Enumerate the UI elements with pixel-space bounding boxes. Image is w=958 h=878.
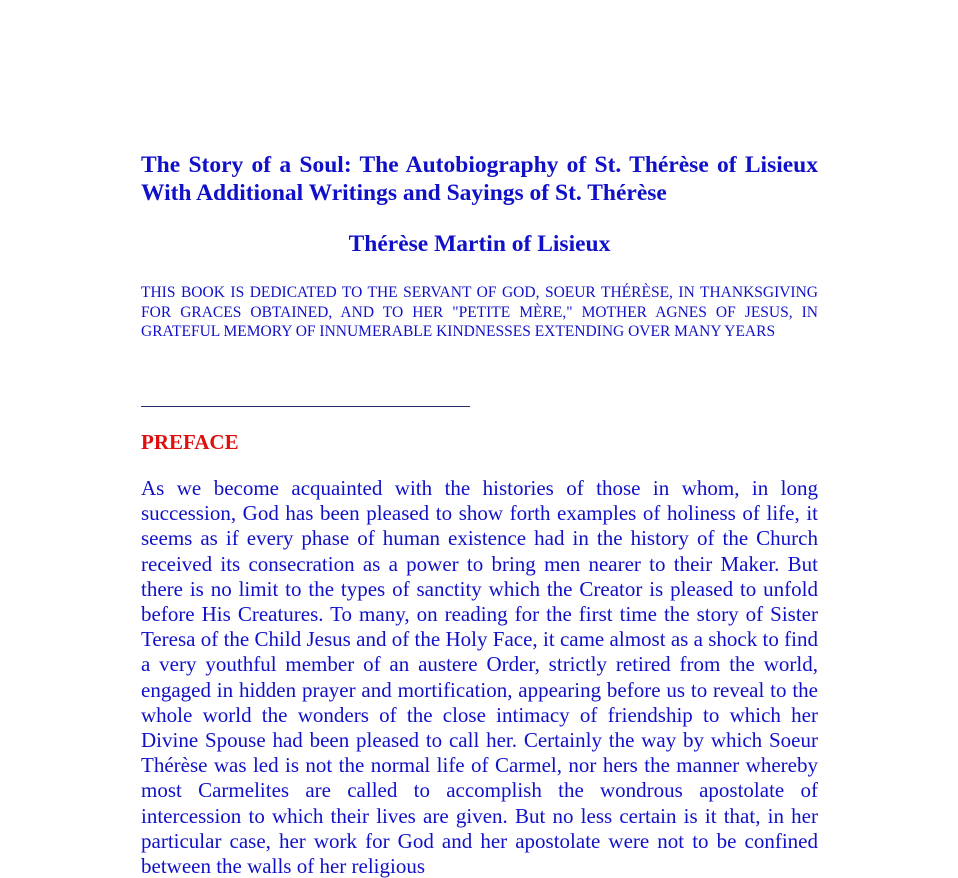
dedication-text: THIS BOOK IS DEDICATED TO THE SERVANT OF GOD, SOEUR THÉRÈSE, IN THANKSGIVING FOR GRACES OBTAINED, AND TO HER "PETITE MÈRE," MOTHER AGNES OF JESUS, IN GRATEFUL MEMORY OF INNUMERABLE KINDNESSES EXTENDING OVER MANY YEARS <box>141 284 818 340</box>
section-heading-preface: PREFACE <box>141 430 239 454</box>
preface-paragraph: As we become acquainted with the histories of those in whom, in long succession, God has been pleased to show forth examples of holiness of life, it seems as if every phase of human existence had in the history of the Church received its consecration as a power to bring men nearer to their Maker. But there is no limit to the types of sanctity which the Creator is pleased to unfold before His Creatures. To many, on reading for the first time the story of Sister Teresa of the Child Jesus and of the Holy Face, it came almost as a shock to find a very youthful member of an austere Order, strictly retired from the world, engaged in hidden prayer and mortification, appearing before us to reveal to the whole world the wonders of the close intimacy of friendship to which her Divine Spouse had been pleased to call her. Certainly the way by which Soeur Thérèse was led is not the normal life of Carmel, nor hers the manner whereby most Carmelites are called to accomplish the wondrous apostolate of intercession to which their lives are given. But no less certain is it that, in her particular case, her work for God and her apostolate were not to be confined between the walls of her religious <box>141 476 818 878</box>
book-author: Thérèse Martin of Lisieux <box>348 231 611 257</box>
book-title: The Story of a Soul: The Autobiography of St. Thérèse of Lisieux With Additional Writings and Sayings of St. Thérèse <box>141 152 818 206</box>
document-page <box>141 0 818 878</box>
horizontal-rule <box>141 406 470 407</box>
